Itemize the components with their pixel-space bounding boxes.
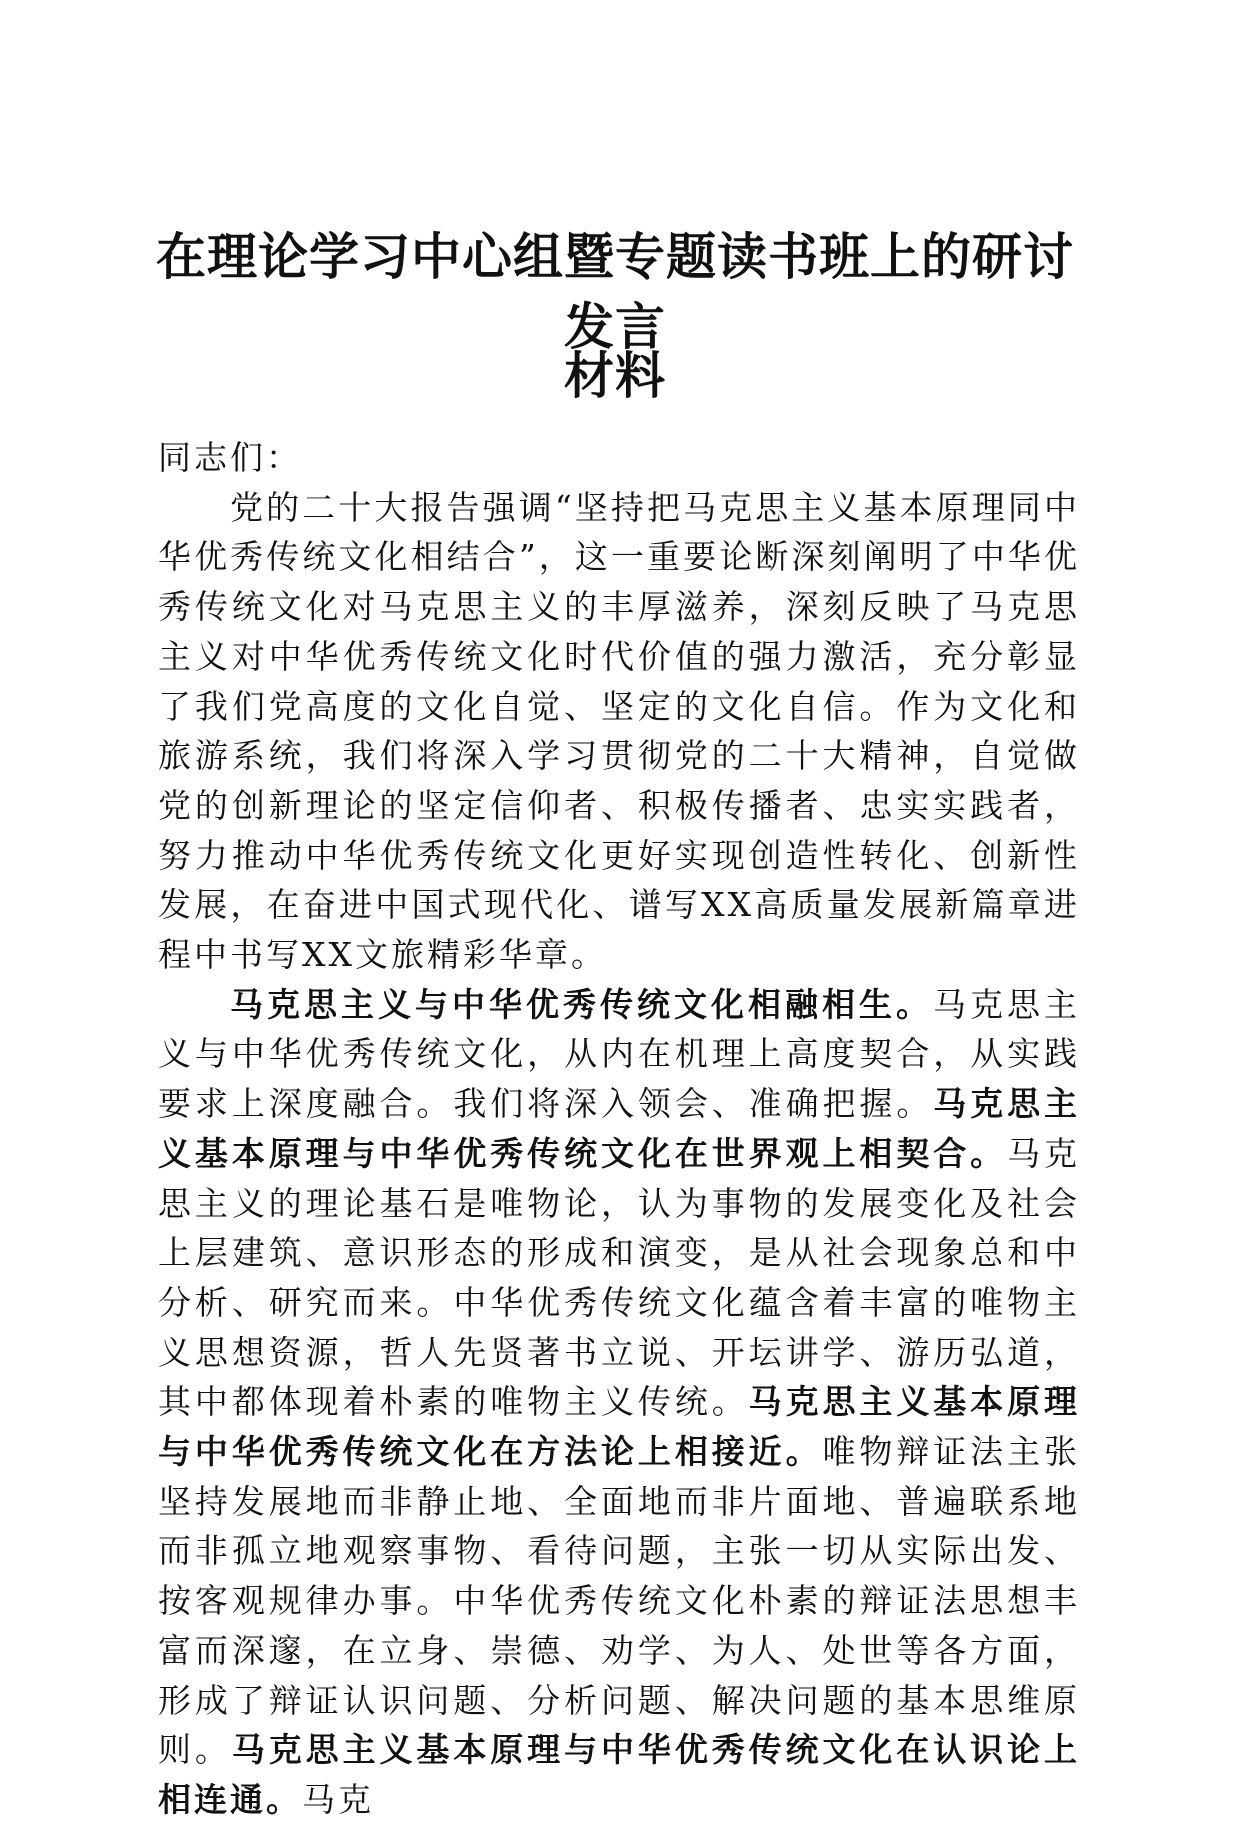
paragraph-2-text-4: 马克 xyxy=(302,1779,374,1819)
paragraph-2-heading: 马克思主义与中华优秀传统文化相融相生。 xyxy=(230,984,933,1024)
paragraph-1: 党的二十大报告强调“坚持把马克思主义基本原理同中华优秀传统文化相结合”，这一重要论断深刻阐明了中华优秀传统文化对马克思主义的丰厚滋养，深刻反映了马克思主义对中华优秀传统文化时代价值的强力激活，充分彰显了我们党高度的文化自觉、坚定的文化自信。作为文化和旅游系统，我们将深入学习贯彻党的二十大精神，自觉做党的创新理论的坚定信仰者、积极传播者、忠实实践者，努力推动中华优秀传统文化更好实现创造性转化、创新性发展，在奋进中国式现代化、谱写XX高质量发展新篇章进程中书写XX文旅精彩华章。 xyxy=(158,487,1080,975)
paragraph-2-text-3: 唯物辩证法主张坚持发展地而非静止地、全面地而非片面地、普遍联系地而非孤立地观察事物、看待问题，主张一切从实际出发、按客观规律办事。中华优秀传统文化朴素的辩证法思想丰富而深邃，在立身、崇德、劝学、为人、处世等各方面，形成了辩证认识问题、分析问题、解决问题的基本思维原则。 xyxy=(158,1432,1081,1770)
paragraph-2-bold-1: 马克思主义基本原理与中华优秀传统文化在世界观上相契合。 xyxy=(158,1084,1081,1173)
salutation: 同志们： xyxy=(158,438,302,477)
document-title-line-2: 材料 xyxy=(564,346,666,405)
paragraph-2 xyxy=(158,980,1080,1825)
document-body xyxy=(158,433,1080,1825)
paragraph-2-text-2: 马克思主义的理论基石是唯物论，认为事物的发展变化及社会上层建筑、意识形态的形成和演变，是从社会现象总和中分析、研究而来。中华优秀传统文化蕴含着丰富的唯物主义思想资源，哲人先贤著书立说、开坛讲学、游历弘道，其中都体现着朴素的唯物主义传统。 xyxy=(158,1133,1081,1422)
paragraph-2-bold-3: 马克思主义基本原理与中华优秀传统文化在认识论上相连通。 xyxy=(158,1730,1081,1819)
paragraph-2-text-1: 马克思主义与中华优秀传统文化，从内在机理上高度契合，从实践要求上深度融合。我们将深入领会、准确把握。 xyxy=(158,984,1080,1124)
paragraph-2-bold-2: 马克思主义基本原理与中华优秀传统文化在方法论上相接近。 xyxy=(158,1382,1081,1472)
document-title-line-1: 在理论学习中心组暨专题读书班上的研讨发言 xyxy=(156,227,1074,356)
